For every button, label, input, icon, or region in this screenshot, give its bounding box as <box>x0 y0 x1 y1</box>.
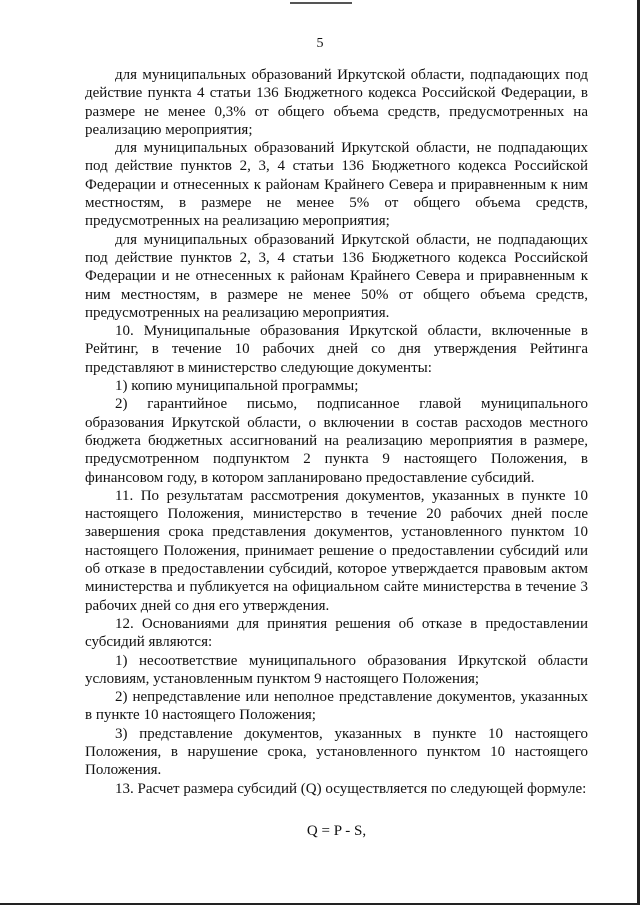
paragraph-item-11: 11. По результатам рассмотрения документов, указанных в пункте 10 настоящего Положения, министерство в течение 20 рабочих дней после завершения срока представления документов, установленного пунктом 10 настоящего Положения, принимает решение о предоставлении субсидий или об отказе в предоставлении субсидий, которое утверждается правовым актом министерства и публикуется на официальном сайте министерства в течение 3 рабочих дней со дня его утверждения. <box>85 487 588 614</box>
paragraph-item-13: 13. Расчет размера субсидий (Q) осуществляется по следующей формуле: <box>115 780 587 797</box>
document-body <box>85 66 588 840</box>
top-rule <box>290 2 352 4</box>
paragraph-item-12: 12. Основаниями для принятия решения об отказе в предоставлении субсидий являются: <box>85 615 588 651</box>
paragraph-subsidy-share-5: для муниципальных образований Иркутской области, не подпадающих под действие пунктов 2, 3, 4 статьи 136 Бюджетного кодекса Российской Федерации и отнесенных к районам Крайнего Севера и приравненным к ним местностям, в размере не менее 5% от общего объема средств, предусмотренных на реализацию мероприятия; <box>85 140 588 230</box>
paragraph-item-10: 10. Муниципальные образования Иркутской области, включенные в Рейтинг, в течение 10 рабочих дней со дня утверждения Рейтинга представляют в министерство следующие документы: <box>85 323 588 376</box>
paragraph-subsidy-share-03: для муниципальных образований Иркутской области, подпадающих под действие пункта 4 статьи 136 Бюджетного кодекса Российской Федерации, в размере не менее 0,3% от общего объема средств, предусмотренных на реализацию мероприятия; <box>85 67 588 138</box>
page-number: 5 <box>316 36 324 51</box>
formula: Q = P - S, <box>306 822 367 839</box>
paragraph-item-12-3: 3) представление документов, указанных в пункте 10 настоящего Положения, в нарушение срока, установленного пунктом 10 настоящего Положения. <box>85 725 588 779</box>
paragraph-item-12-1: 1) несоответствие муниципального образования Иркутской области условиям, установленным пунктом 9 настоящего Положения; <box>85 652 588 687</box>
paragraph-item-12-2: 2) непредставление или неполное представление документов, указанных в пункте 10 настоящего Положения; <box>85 689 588 724</box>
paragraph-item-10-2: 2) гарантийное письмо, подписанное главой муниципального образования Иркутской области, о включении в состав расходов местного бюджета бюджетных ассигнований на реализацию мероприятия в размере, предусмотренном подпунктом 2 пункта 9 настоящего Положения, в финансовом году, в котором запланировано предоставление субсидий. <box>85 396 588 486</box>
paragraph-subsidy-share-50: для муниципальных образований Иркутской области, не подпадающих под действие пунктов 2, 3, 4 статьи 136 Бюджетного кодекса Российской Федерации и не отнесенных к районам Крайнего Севера и приравненным к ним местностям, в размере не менее 50% от общего объема средств, предусмотренных на реализацию мероприятия. <box>85 231 588 321</box>
paragraph-item-10-1: 1) копию муниципальной программы; <box>115 378 359 395</box>
